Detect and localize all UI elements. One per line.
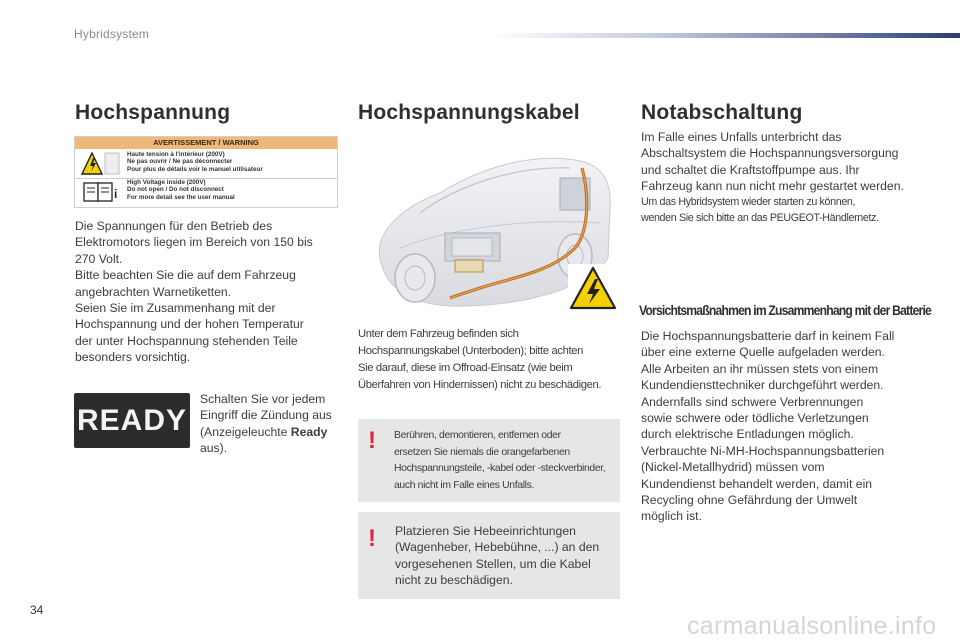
body-line: der unter Hochspannung stehenden Teile	[75, 333, 298, 348]
note-line: wenden Sie sich bitte an das PEUGEOT-Händlernetz.	[641, 212, 879, 224]
warning-line: vorgesehenen Stellen, um die Kabel	[395, 556, 591, 571]
watermark: carmanualsonline.info	[687, 612, 937, 640]
warning-box-lifting	[358, 512, 620, 599]
label-fr-line: Pour plus de détails voir le manuel utilisateur	[127, 165, 263, 173]
body-line: durch elektrische Entladungen möglich.	[641, 427, 854, 442]
body-line: und schaltet die Kraftstoffpumpe aus. Ihr	[641, 162, 860, 177]
body-line: möglich ist.	[641, 509, 702, 524]
body-line: Alle Arbeiten an ihr müssen stets von einem	[641, 361, 879, 376]
ready-line	[200, 424, 345, 440]
ready-line: Schalten Sie vor jedem	[200, 392, 326, 406]
ready-line: Eingriff die Zündung aus	[200, 408, 332, 423]
body-line: Bitte beachten Sie die auf dem Fahrzeug	[75, 268, 296, 283]
body-line: Kundendienst behandelt werden, damit ein	[641, 476, 873, 491]
battery-precautions-subtitle: Vorsichtsmaßnahmen im Zusammenhang mit der Batterie	[639, 303, 932, 318]
warning-exclamation-icon: !	[368, 427, 376, 454]
label-en-line: High Voltage inside (200V)	[127, 179, 206, 186]
caption-line: Unter dem Fahrzeug befinden sich	[358, 328, 519, 340]
body-line: Kundendiensttechniker durchgeführt werden.	[641, 378, 884, 393]
body-line: Seien Sie im Zusammenhang mit der	[75, 301, 276, 316]
warning-label-image	[74, 136, 338, 208]
car-illustration	[360, 138, 622, 318]
ready-bold-word: Ready	[290, 424, 328, 439]
warning-line: Platzieren Sie Hebeeinrichtungen	[395, 524, 576, 538]
body-line: angebrachten Warnetiketten.	[75, 284, 232, 299]
ready-instruction	[200, 391, 345, 457]
warning-label-head: AVERTISSEMENT / WARNING	[75, 137, 337, 149]
warning-line: Berühren, demontieren, entfernen oder	[394, 430, 561, 441]
notabschaltung-body	[641, 129, 921, 195]
label-fr-line: Ne pas ouvrir / Ne pas déconnecter	[127, 158, 233, 166]
cable-caption	[358, 326, 628, 394]
title-hochspannungskabel: Hochspannungskabel	[358, 101, 580, 124]
caption-line: Hochspannungskabel (Unterboden); bitte achten	[358, 345, 583, 357]
ready-line: aus).	[200, 441, 228, 456]
body-line: Die Spannungen für den Betrieb des	[75, 219, 273, 233]
caption-line: Überfahren von Hindernissen) nicht zu beschädigen.	[358, 379, 602, 391]
warning-line: Hochspannungsteile, -kabel oder -steckverbinder,	[394, 463, 606, 475]
warning-line: (Wagenheber, Hebebühne, ...) an den	[395, 540, 600, 555]
body-line: besonders vorsichtig.	[75, 350, 191, 365]
title-notabschaltung: Notabschaltung	[641, 101, 803, 124]
warning-line: ersetzen Sie niemals die orangefarbenen	[394, 446, 570, 458]
header-accent-bar	[490, 33, 960, 38]
battery-body	[641, 328, 921, 525]
body-line: Hochspannung und der hohen Temperatur	[75, 317, 304, 332]
body-line: (Nickel-Metallhydrid) müssen vom	[641, 460, 825, 475]
body-line: Abschaltsystem die Hochspannungsversorgung	[641, 146, 899, 161]
body-line: Verbrauchte Ni-MH-Hochspannungsbatterien	[641, 443, 885, 458]
high-voltage-warning-icon	[568, 264, 618, 312]
ready-indicator: READY	[74, 393, 190, 448]
title-hochspannung: Hochspannung	[75, 101, 231, 124]
label-fr-line: Haute tension à l'intérieur (200V)	[127, 151, 225, 158]
warning-line: auch nicht im Falle eines Unfalls.	[394, 479, 534, 491]
body-line: Recycling ohne Gefährdung der Umwelt	[641, 493, 858, 508]
body-line: Im Falle eines Unfalls unterbricht das	[641, 130, 842, 144]
note-line: Um das Hybridsystem wieder starten zu können,	[641, 196, 856, 208]
warning-line: nicht zu beschädigen.	[395, 573, 513, 588]
body-line: sowie schwere oder tödliche Verletzungen	[641, 411, 869, 426]
body-line: 270 Volt.	[75, 251, 123, 266]
body-line: Fahrzeug kann nun nicht mehr gestartet werden.	[641, 179, 904, 194]
body-line: Andernfalls sind schwere Verbrennungen	[641, 394, 864, 409]
body-line: Elektromotors liegen im Bereich von 150 bis	[75, 235, 313, 250]
page-number: 34	[30, 603, 44, 617]
ready-line-text: (Anzeigeleuchte	[200, 424, 291, 439]
notabschaltung-note	[641, 194, 931, 226]
label-en-line: Do not open / Do not disconnect	[127, 186, 224, 194]
warning-exclamation-icon: !	[368, 525, 376, 552]
high-voltage-icon	[81, 152, 121, 176]
manual-book-icon	[81, 180, 121, 204]
body-line: Die Hochspannungsbatterie darf in keinem Fall	[641, 329, 895, 343]
caption-line: Sie darauf, diese im Offroad-Einsatz (wie beim	[358, 362, 573, 374]
body-line: über eine externe Quelle aufgeladen werden.	[641, 345, 885, 360]
warning-box-touch	[358, 419, 620, 502]
section-label: Hybridsystem	[74, 27, 150, 41]
label-en-line: For more detail see the user manual	[127, 193, 235, 201]
svg-text:i: i	[114, 187, 118, 201]
hochspannung-body	[75, 218, 340, 366]
